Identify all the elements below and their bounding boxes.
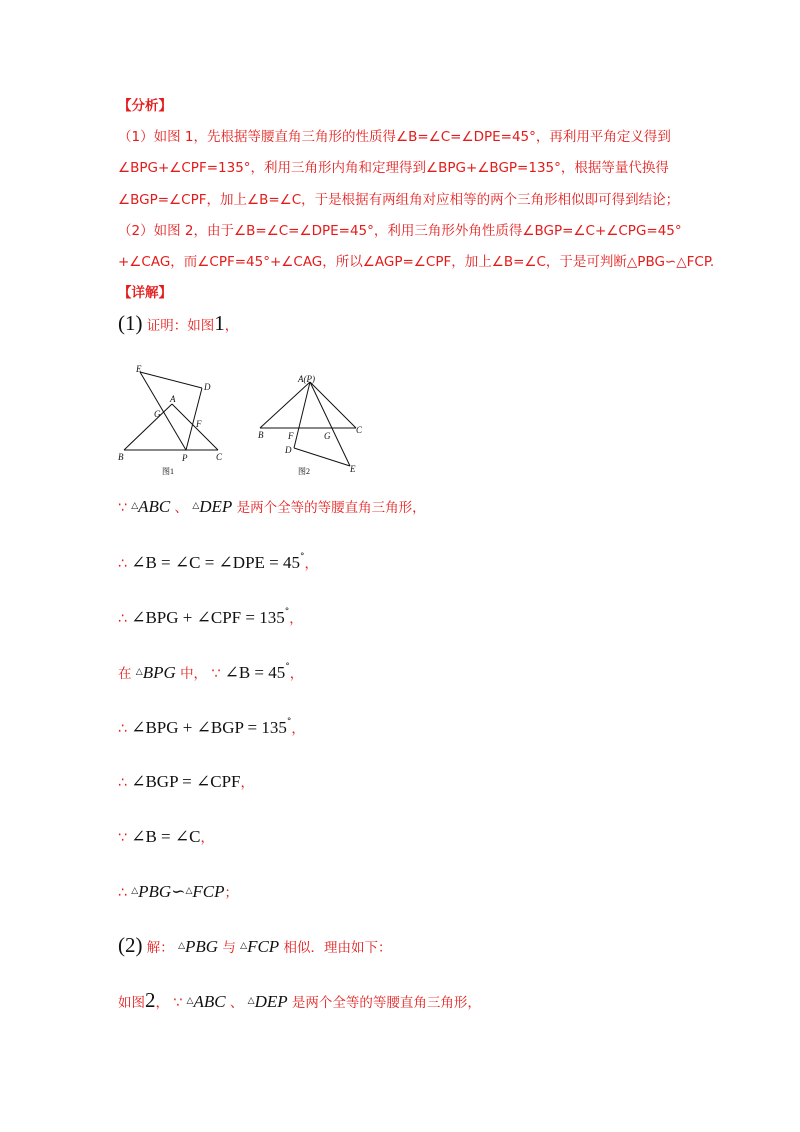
- fig1-label-c: C: [216, 452, 223, 462]
- triangle-fcp: FCP: [192, 882, 225, 901]
- degree: °: [285, 662, 290, 672]
- fig2-label-b: B: [258, 430, 264, 440]
- triangle-symbol: △: [192, 501, 200, 511]
- yu-text: 与: [222, 940, 236, 956]
- proof-line-4: [118, 663, 303, 682]
- fig1-label-f: F: [196, 419, 202, 429]
- triangle-symbol: △: [247, 996, 255, 1006]
- congruent-text: 是两个全等的等腰直角三角形，: [236, 500, 426, 516]
- degree: °: [284, 607, 290, 617]
- part1-number: (1): [118, 311, 143, 335]
- comma: ，: [304, 556, 319, 572]
- equation-b-45: ∠B = 45: [224, 663, 286, 682]
- because-symbol: ∵: [118, 830, 127, 846]
- comma: ，: [240, 775, 254, 791]
- therefore-symbol: ∴: [118, 885, 127, 901]
- analysis-p2-line2: +∠CAG，而∠CPF=45°+∠CAG，所以∠AGP=∠CPF，加上∠B=∠C，于是可判断△PBG∽△FCP.: [118, 254, 715, 270]
- fig2-label-e: E: [350, 464, 356, 474]
- triangle-dep: DEP: [254, 992, 288, 1011]
- geometry-figures: [110, 360, 380, 480]
- triangle-fcp: FCP: [247, 937, 280, 956]
- part1-intro: [118, 313, 238, 334]
- triangle-bpg: BPG: [142, 663, 176, 682]
- analysis-p2-line1: （2）如图 2，由于∠B=∠C=∠DPE=45°，利用三角形外角性质得∠BGP=∠C+∠CPG=45°: [118, 223, 682, 239]
- fig1-label-a: A: [170, 394, 176, 404]
- fig2-label-c: C: [356, 425, 363, 435]
- analysis-p1-line2: ∠BPG+∠CPF=135°，利用三角形内角和定理得到∠BPG+∠BGP=135°，根据等量代换得: [118, 160, 669, 176]
- proof-line-3: [118, 608, 303, 627]
- part2-number: (2): [118, 933, 143, 957]
- zhong-text: 中，: [180, 666, 208, 682]
- equation-bpg-cpf: ∠BPG + ∠CPF = 135: [131, 608, 285, 627]
- fig1-label-g: G: [154, 409, 161, 419]
- similar-symbol: ∽: [171, 882, 186, 901]
- triangle-dep: DEP: [199, 497, 233, 516]
- triangle-symbol: △: [178, 941, 186, 951]
- comma: ，: [289, 666, 304, 682]
- analysis-p1-line1: （1）如图 1，先根据等腰直角三角形的性质得∠B=∠C=∠DPE=45°，再利用平角定义得到: [118, 129, 671, 145]
- degree: °: [300, 552, 305, 562]
- fig2-label-d: D: [285, 445, 292, 455]
- therefore-symbol: ∴: [118, 775, 127, 791]
- triangle-abc: ABC: [138, 497, 171, 516]
- analysis-header: 【分析】: [118, 98, 172, 114]
- therefore-symbol: ∴: [118, 556, 127, 572]
- part1-text: 证明：如图: [146, 318, 215, 334]
- ru-tu-text: 如图: [118, 995, 145, 1011]
- part2-fig-num: 2: [145, 988, 156, 1012]
- part1-fig-num: 1: [214, 311, 225, 335]
- equation-bgp-cpf: ∠BGP = ∠CPF: [131, 772, 241, 791]
- fig1-label-p: P: [182, 453, 188, 463]
- triangle-symbol: △: [185, 886, 193, 896]
- triangle-symbol: △: [135, 667, 143, 677]
- equation-angles-45: ∠B = ∠C = ∠DPE = 45: [131, 553, 301, 572]
- equation-bpg-bgp: ∠BPG + ∠BGP = 135: [131, 718, 287, 737]
- part2-jie: 解：: [146, 940, 174, 956]
- fig2-label-g: G: [324, 431, 331, 441]
- triangle-pbg: PBG: [185, 937, 219, 956]
- because-symbol: ∵: [118, 500, 127, 516]
- because-symbol: ∵: [173, 995, 183, 1011]
- fig2-caption: 图2: [298, 467, 310, 476]
- comma: ，: [200, 830, 214, 846]
- proof-line-8: [118, 883, 238, 901]
- analysis-p1-line3: ∠BGP=∠CPF，加上∠B=∠C，于是根据有两组角对应相等的两个三角形相似即可得到结论；: [118, 192, 680, 208]
- comma: ，: [291, 721, 305, 737]
- part2-intro: [118, 935, 391, 956]
- triangle-symbol: △: [186, 996, 194, 1006]
- triangle-pbg: PBG: [138, 882, 172, 901]
- fig1-caption: 图1: [162, 467, 174, 476]
- fig1-label-e: E: [136, 364, 142, 374]
- congruent-text: 是两个全等的等腰直角三角形，: [291, 995, 481, 1011]
- triangle-symbol: △: [131, 886, 139, 896]
- fig2-label-f: F: [288, 431, 294, 441]
- therefore-symbol: ∴: [118, 721, 127, 737]
- in-text: 在: [118, 666, 132, 682]
- similar-reason: 相似．理由如下：: [283, 940, 392, 956]
- proof-line-1: [118, 498, 426, 516]
- semicolon: ；: [224, 885, 238, 901]
- comma: ，: [289, 611, 303, 627]
- separator: 、: [229, 995, 244, 1011]
- triangle-symbol: △: [240, 941, 248, 951]
- because-symbol: ∵: [211, 666, 221, 682]
- detail-header: 【详解】: [118, 285, 172, 301]
- triangle-abc: ABC: [193, 992, 226, 1011]
- degree: °: [286, 717, 292, 727]
- proof-line-5: [118, 718, 305, 737]
- therefore-symbol: ∴: [118, 611, 127, 627]
- proof-line-2: [118, 553, 318, 572]
- fig1-label-d: D: [204, 382, 211, 392]
- figure-2: [260, 382, 356, 466]
- part2-line-1: [118, 990, 481, 1011]
- comma: ，: [224, 318, 239, 334]
- fig2-label-ap: A(P): [298, 374, 315, 384]
- comma: ，: [155, 995, 169, 1011]
- fig1-label-b: B: [118, 452, 124, 462]
- separator: 、: [174, 500, 189, 516]
- equation-b-c: ∠B = ∠C: [131, 827, 201, 846]
- proof-line-6: [118, 773, 254, 791]
- proof-line-7: [118, 828, 214, 846]
- triangle-symbol: △: [131, 501, 139, 511]
